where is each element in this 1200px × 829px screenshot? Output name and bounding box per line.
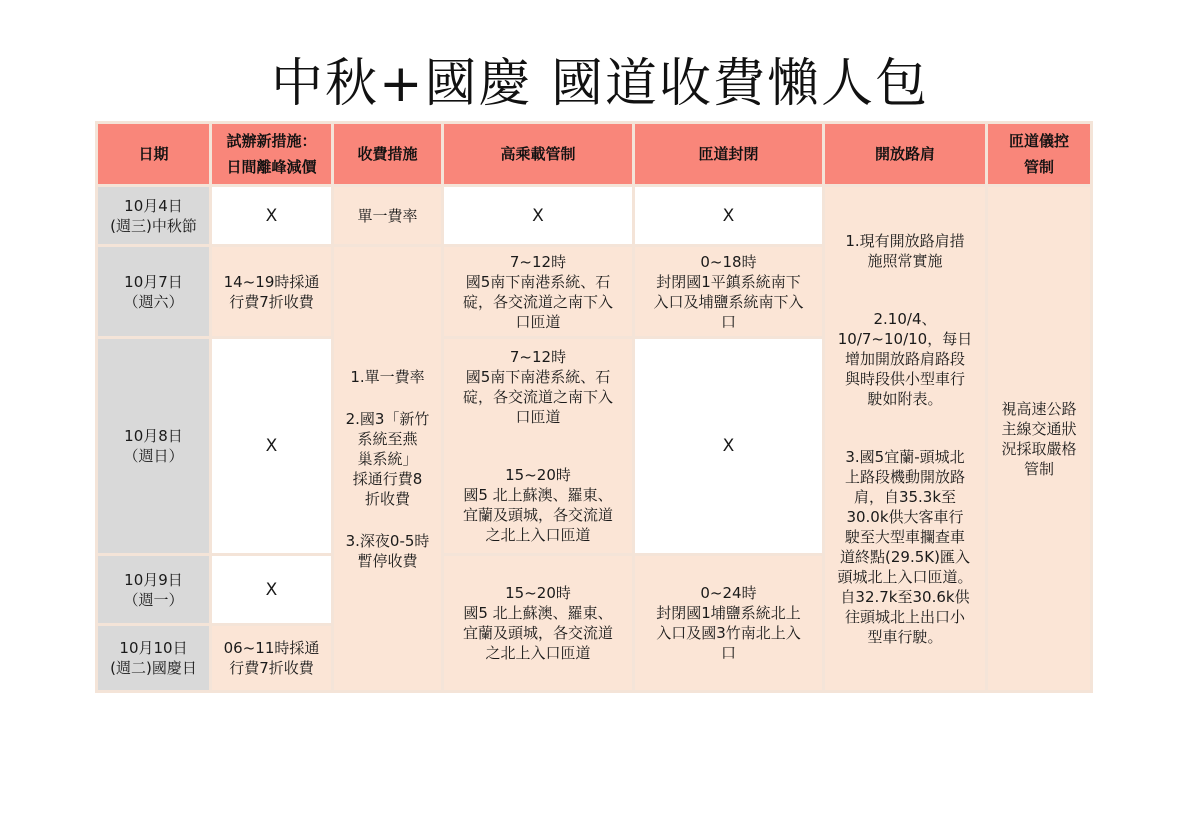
header-shoulder: 開放路肩 <box>824 123 987 186</box>
date-cell: 10月7日 （週六） <box>97 246 211 338</box>
header-trial: 試辦新措施： 日間離峰減價 <box>211 123 333 186</box>
table-row <box>97 186 1092 246</box>
ramp-closure-cell: X <box>634 338 824 555</box>
trial-cell: 06~11時採通 行費7折收費 <box>211 625 333 692</box>
trial-cell: X <box>211 338 333 555</box>
ramp-closure-cell: 0~18時 封閉國1平鎮系統南下 入口及埔鹽系統南下入 口 <box>634 246 824 338</box>
ramp-closure-cell: X <box>634 186 824 246</box>
header-row <box>97 123 1092 186</box>
header-toll: 收費措施 <box>333 123 443 186</box>
header-ramp-meter: 匝道儀控 管制 <box>987 123 1092 186</box>
hov-cell: 15~20時 國5 北上蘇澳、羅東、 宜蘭及頭城，各交流道 之北上入口匝道 <box>443 555 634 692</box>
page-title: 中秋+國慶 國道收費懶人包 <box>270 54 930 114</box>
trial-cell: 14~19時採通 行費7折收費 <box>211 246 333 338</box>
toll-schedule-table <box>95 121 1093 693</box>
date-cell: 10月9日 （週一） <box>97 555 211 625</box>
toll-cell: 1.單一費率 2.國3「新竹 系統至燕 巢系統」 採通行費8 折收費 3.深夜0-5時 暫停收費 <box>333 246 443 692</box>
trial-cell: X <box>211 186 333 246</box>
header-hov: 高乘載管制 <box>443 123 634 186</box>
header-ramp-closure: 匝道封閉 <box>634 123 824 186</box>
trial-cell: X <box>211 555 333 625</box>
hov-cell: 7~12時 國5南下南港系統、石 碇，各交流道之南下入 口匝道 15~20時 國5 北上蘇澳、羅東、 宜蘭及頭城，各交流道 之北上入口匝道 <box>443 338 634 555</box>
hov-cell: X <box>443 186 634 246</box>
hov-cell: 7~12時 國5南下南港系統、石 碇，各交流道之南下入 口匝道 <box>443 246 634 338</box>
shoulder-cell: 1.現有開放路肩措 施照常實施 2.10/4、 10/7~10/10，每日 增加開放路肩路段 與時段供小型車行 駛如附表。 3.國5宜蘭-頭城北 上路段機動開放路 肩，自35.3k至 30.0k供大客車行 駛至大型車攔查車 道終點(29.5K)匯入 頭城北上入口匝道。 自32.7k至30.6k供 往頭城北上出口小 型車行駛。 <box>824 186 987 692</box>
date-cell: 10月8日 （週日） <box>97 338 211 555</box>
header-date: 日期 <box>97 123 211 186</box>
ramp-closure-cell: 0~24時 封閉國1埔鹽系統北上 入口及國3竹南北上入 口 <box>634 555 824 692</box>
ramp-meter-cell: 視高速公路 主線交通狀 況採取嚴格 管制 <box>987 186 1092 692</box>
date-cell: 10月10日 (週二)國慶日 <box>97 625 211 692</box>
date-cell: 10月4日 (週三)中秋節 <box>97 186 211 246</box>
toll-cell: 單一費率 <box>333 186 443 246</box>
